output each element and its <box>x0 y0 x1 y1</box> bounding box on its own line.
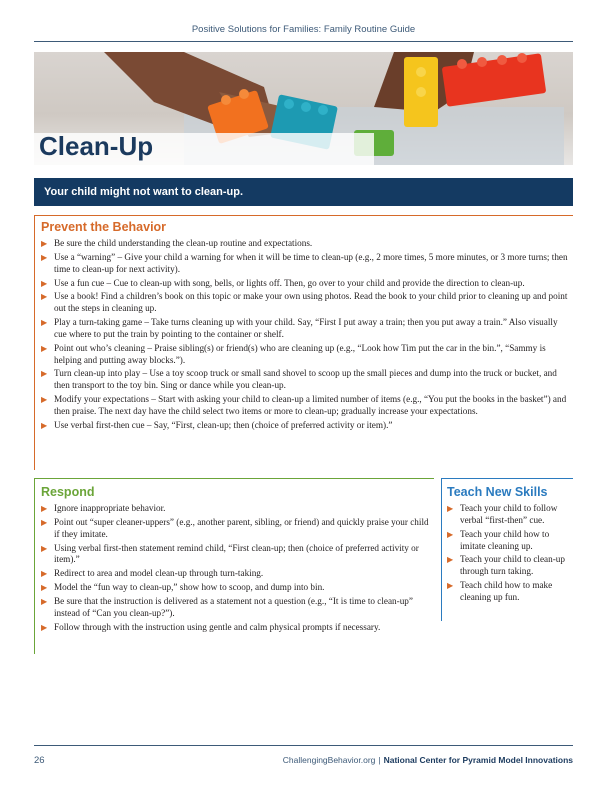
triangle-bullet-icon: ▶ <box>41 343 48 353</box>
triangle-bullet-icon: ▶ <box>41 596 48 606</box>
site-link[interactable]: ChallengingBehavior.org <box>282 755 376 765</box>
triangle-bullet-icon: ▶ <box>41 420 48 430</box>
list-item: ▶ Teach your child to clean-up through turn taking. <box>447 554 565 577</box>
triangle-bullet-icon: ▶ <box>41 517 48 527</box>
list-item: ▶ Point out who’s cleaning – Praise sibling(s) or friend(s) who are cleaning up (e.g., “Look how Tim put the car in the bin.”, “Sammy is helping and putting away blocks.”). <box>41 342 546 365</box>
list-item: ▶ Ignore inappropriate behavior. <box>41 503 166 513</box>
triangle-bullet-icon: ▶ <box>41 395 48 405</box>
footer-separator: | <box>378 755 381 765</box>
prevent-heading: Prevent the Behavior <box>41 220 167 234</box>
list-item: ▶ Follow through with the instruction using gentle and calm physical prompts if necessary. <box>41 621 381 632</box>
triangle-bullet-icon: ▶ <box>41 583 48 592</box>
respond-heading: Respond <box>41 485 95 499</box>
triangle-bullet-icon: ▶ <box>447 555 454 565</box>
page-title: Clean-Up <box>39 131 154 161</box>
list-item: ▶ Be sure the child understanding the clean-up routine and expectations. <box>41 238 313 248</box>
triangle-bullet-icon: ▶ <box>447 529 454 539</box>
triangle-bullet-icon: ▶ <box>41 292 48 302</box>
list-item: ▶ Using verbal first-then statement remind child, “First clean-up; then (choice of preferred activity or item).” <box>41 542 419 565</box>
respond-list <box>41 503 429 635</box>
list-item: ▶ Use verbal first-then cue – Say, “First, clean-up; then (choice of preferred activity or item).” <box>41 419 393 430</box>
list-item: ▶ Teach your child how to imitate cleaning up. <box>447 528 550 551</box>
list-item: ▶ Play a turn-taking game – Take turns cleaning up with your child. Say, “First I put away a train; then you put away a train.” Also visually cue where to put the train by pointing to the container or shelf. <box>41 317 558 339</box>
teach-heading: Teach New Skills <box>447 485 548 499</box>
footer-credit <box>283 755 573 765</box>
triangle-bullet-icon: ▶ <box>41 278 48 288</box>
list-item: ▶ Use a fun cue – Cue to clean-up with song, bells, or lights off. Then, go over to your child and provide the direction to clean-up. <box>41 277 525 288</box>
list-item: ▶ Teach child how to make cleaning up fun. <box>447 580 553 603</box>
triangle-bullet-icon: ▶ <box>41 369 48 379</box>
list-item: ▶ Use a “warning” – Give your child a warning for when it will be time to clean-up (e.g., 2 more times, 5 more minutes, or 3 more turns; then time to clean-up for next activity). <box>41 251 568 274</box>
triangle-bullet-icon: ▶ <box>41 252 48 262</box>
triangle-bullet-icon: ▶ <box>41 543 48 553</box>
list-item: ▶ Turn clean-up into play – Use a toy scoop truck or small sand shovel to scoop up the small pieces and dump into the truck or bucket, and then transport to the toy bin. Sing or dance while you clean-up. <box>41 368 557 391</box>
triangle-bullet-icon: ▶ <box>447 581 454 591</box>
triangle-bullet-icon: ▶ <box>41 622 48 632</box>
list-item: ▶ Teach your child to follow verbal “first-then” cue. <box>447 503 558 525</box>
list-item: ▶ Be sure that the instruction is delivered as a statement not a question (e.g., “It is time to clean-up” instead of “Can you clean-up?”). <box>41 595 413 618</box>
list-item: ▶ Redirect to area and model clean-up through turn-taking. <box>41 568 264 579</box>
page-number: 26 <box>34 755 45 766</box>
prevent-list <box>41 238 569 434</box>
list-item: ▶ Model the “fun way to clean-up,” show how to scoop, and dump into bin. <box>41 582 325 592</box>
org-name: National Center for Pyramid Model Innovations <box>383 755 573 765</box>
triangle-bullet-icon: ▶ <box>447 504 454 513</box>
list-item: ▶ Use a book! Find a children’s book on this topic or make your own using photos. Read the book to your child prior to cleaning up and point out the steps in cleaning up. <box>41 291 568 314</box>
triangle-bullet-icon: ▶ <box>41 318 48 327</box>
footer-rule <box>34 745 573 746</box>
teach-list <box>447 503 571 606</box>
triangle-bullet-icon: ▶ <box>41 504 48 513</box>
triangle-bullet-icon: ▶ <box>41 569 48 579</box>
list-item: ▶ Modify your expectations – Start with asking your child to clean-up a limited number of items (e.g., “You put the books in the basket”) and then praise. The next day have the child select two items or more to clean-up; gradually increase your expectations. <box>41 394 567 417</box>
situation-banner: Your child might not want to clean-up. <box>34 178 573 206</box>
list-item: ▶ Point out “super cleaner-uppers” (e.g., another parent, sibling, or friend) and quickly praise your child if they imitate. <box>41 516 429 539</box>
triangle-bullet-icon: ▶ <box>41 239 48 248</box>
header-rule <box>34 41 573 42</box>
running-header: Positive Solutions for Families: Family Routine Guide <box>191 24 416 35</box>
